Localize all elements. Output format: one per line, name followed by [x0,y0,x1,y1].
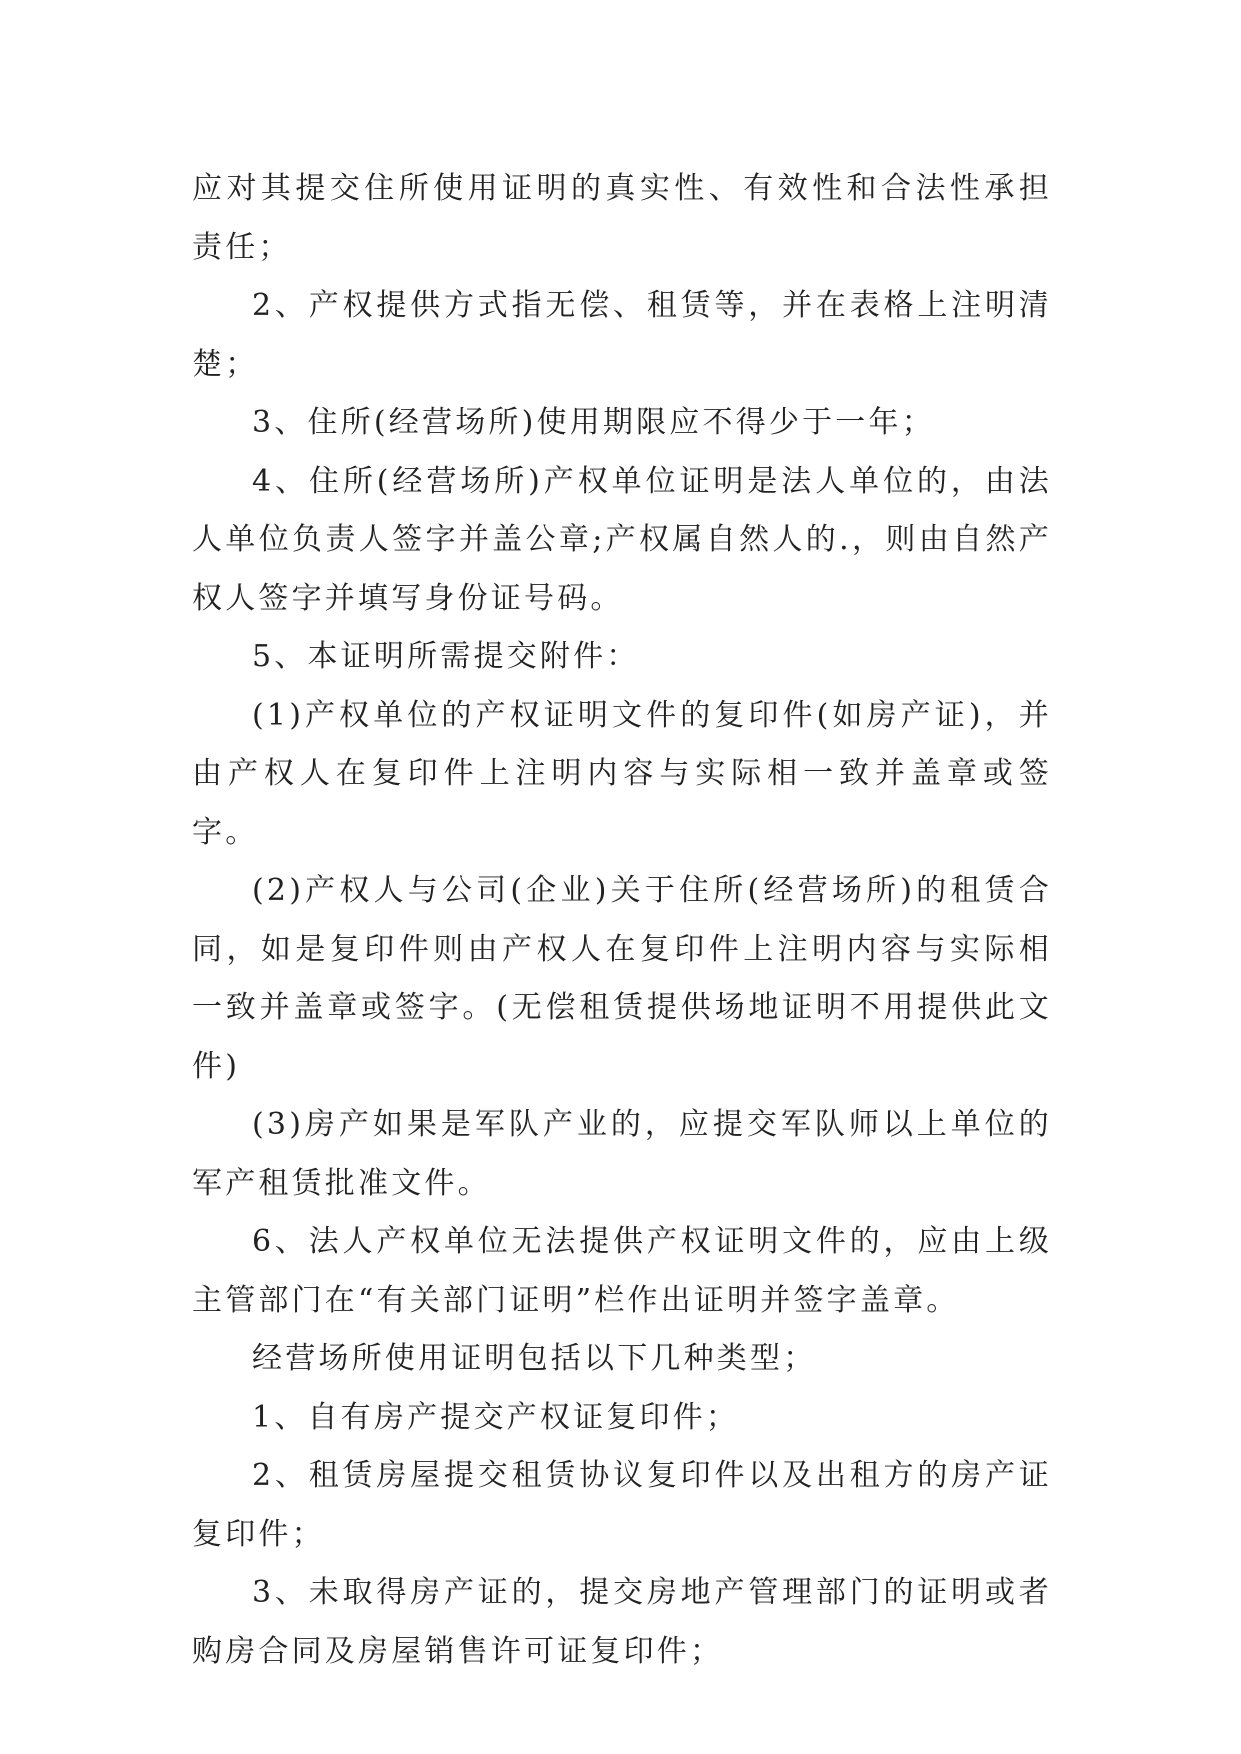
paragraph-item-5-attachments: 5、本证明所需提交附件： [252,639,640,674]
paragraph-type-1-own-property: 1、自有房产提交产权证复印件； [252,1399,740,1435]
paragraph-item-2-ownership-method: 2、产权提供方式指无偿、租赁等，并在表格上注明清楚； [192,288,1052,382]
paragraph-type-3-no-certificate: 3、未取得房产证的，提交房地产管理部门的证明或者购房合同及房屋销售许可证复印件； [192,1575,1052,1669]
paragraph-attachment-2: (2)产权人与公司(企业)关于住所(经营场所)的租赁合同，如是复印件则由产权人在复印件上注明内容与实际相一致并盖章或签字。(无偿租赁提供场地证明不用提供此文件) [192,873,1052,1084]
paragraph-type-2-rented-property: 2、租赁房屋提交租赁协议复印件以及出租方的房产证复印件； [192,1458,1052,1552]
paragraph-responsibility: 应对其提交住所使用证明的真实性、有效性和合法性承担责任； [192,171,1052,265]
paragraph-attachment-1: (1)产权单位的产权证明文件的复印件(如房产证)，并由产权人在复印件上注明内容与实际相一致并盖章或签字。 [192,697,1052,850]
paragraph-attachment-3: (3)房产如果是军队产业的，应提交军队师以上单位的军产租赁批准文件。 [192,1107,1052,1201]
paragraph-item-6-supervisor-proof: 6、法人产权单位无法提供产权证明文件的，应由上级主管部门在“有关部门证明”栏作出证明并签字盖章。 [192,1224,1052,1318]
document-body [192,160,1052,1681]
paragraph-proof-types-heading: 经营场所使用证明包括以下几种类型； [252,1341,817,1376]
paragraph-item-4-ownership-certificate: 4、住所(经营场所)产权单位证明是法人单位的，由法人单位负责人签字并盖公章;产权属自然人的.，则由自然产权人签字并填写身份证号码。 [192,463,1052,616]
paragraph-item-3-use-period: 3、住所(经营场所)使用期限应不得少于一年； [252,405,935,440]
